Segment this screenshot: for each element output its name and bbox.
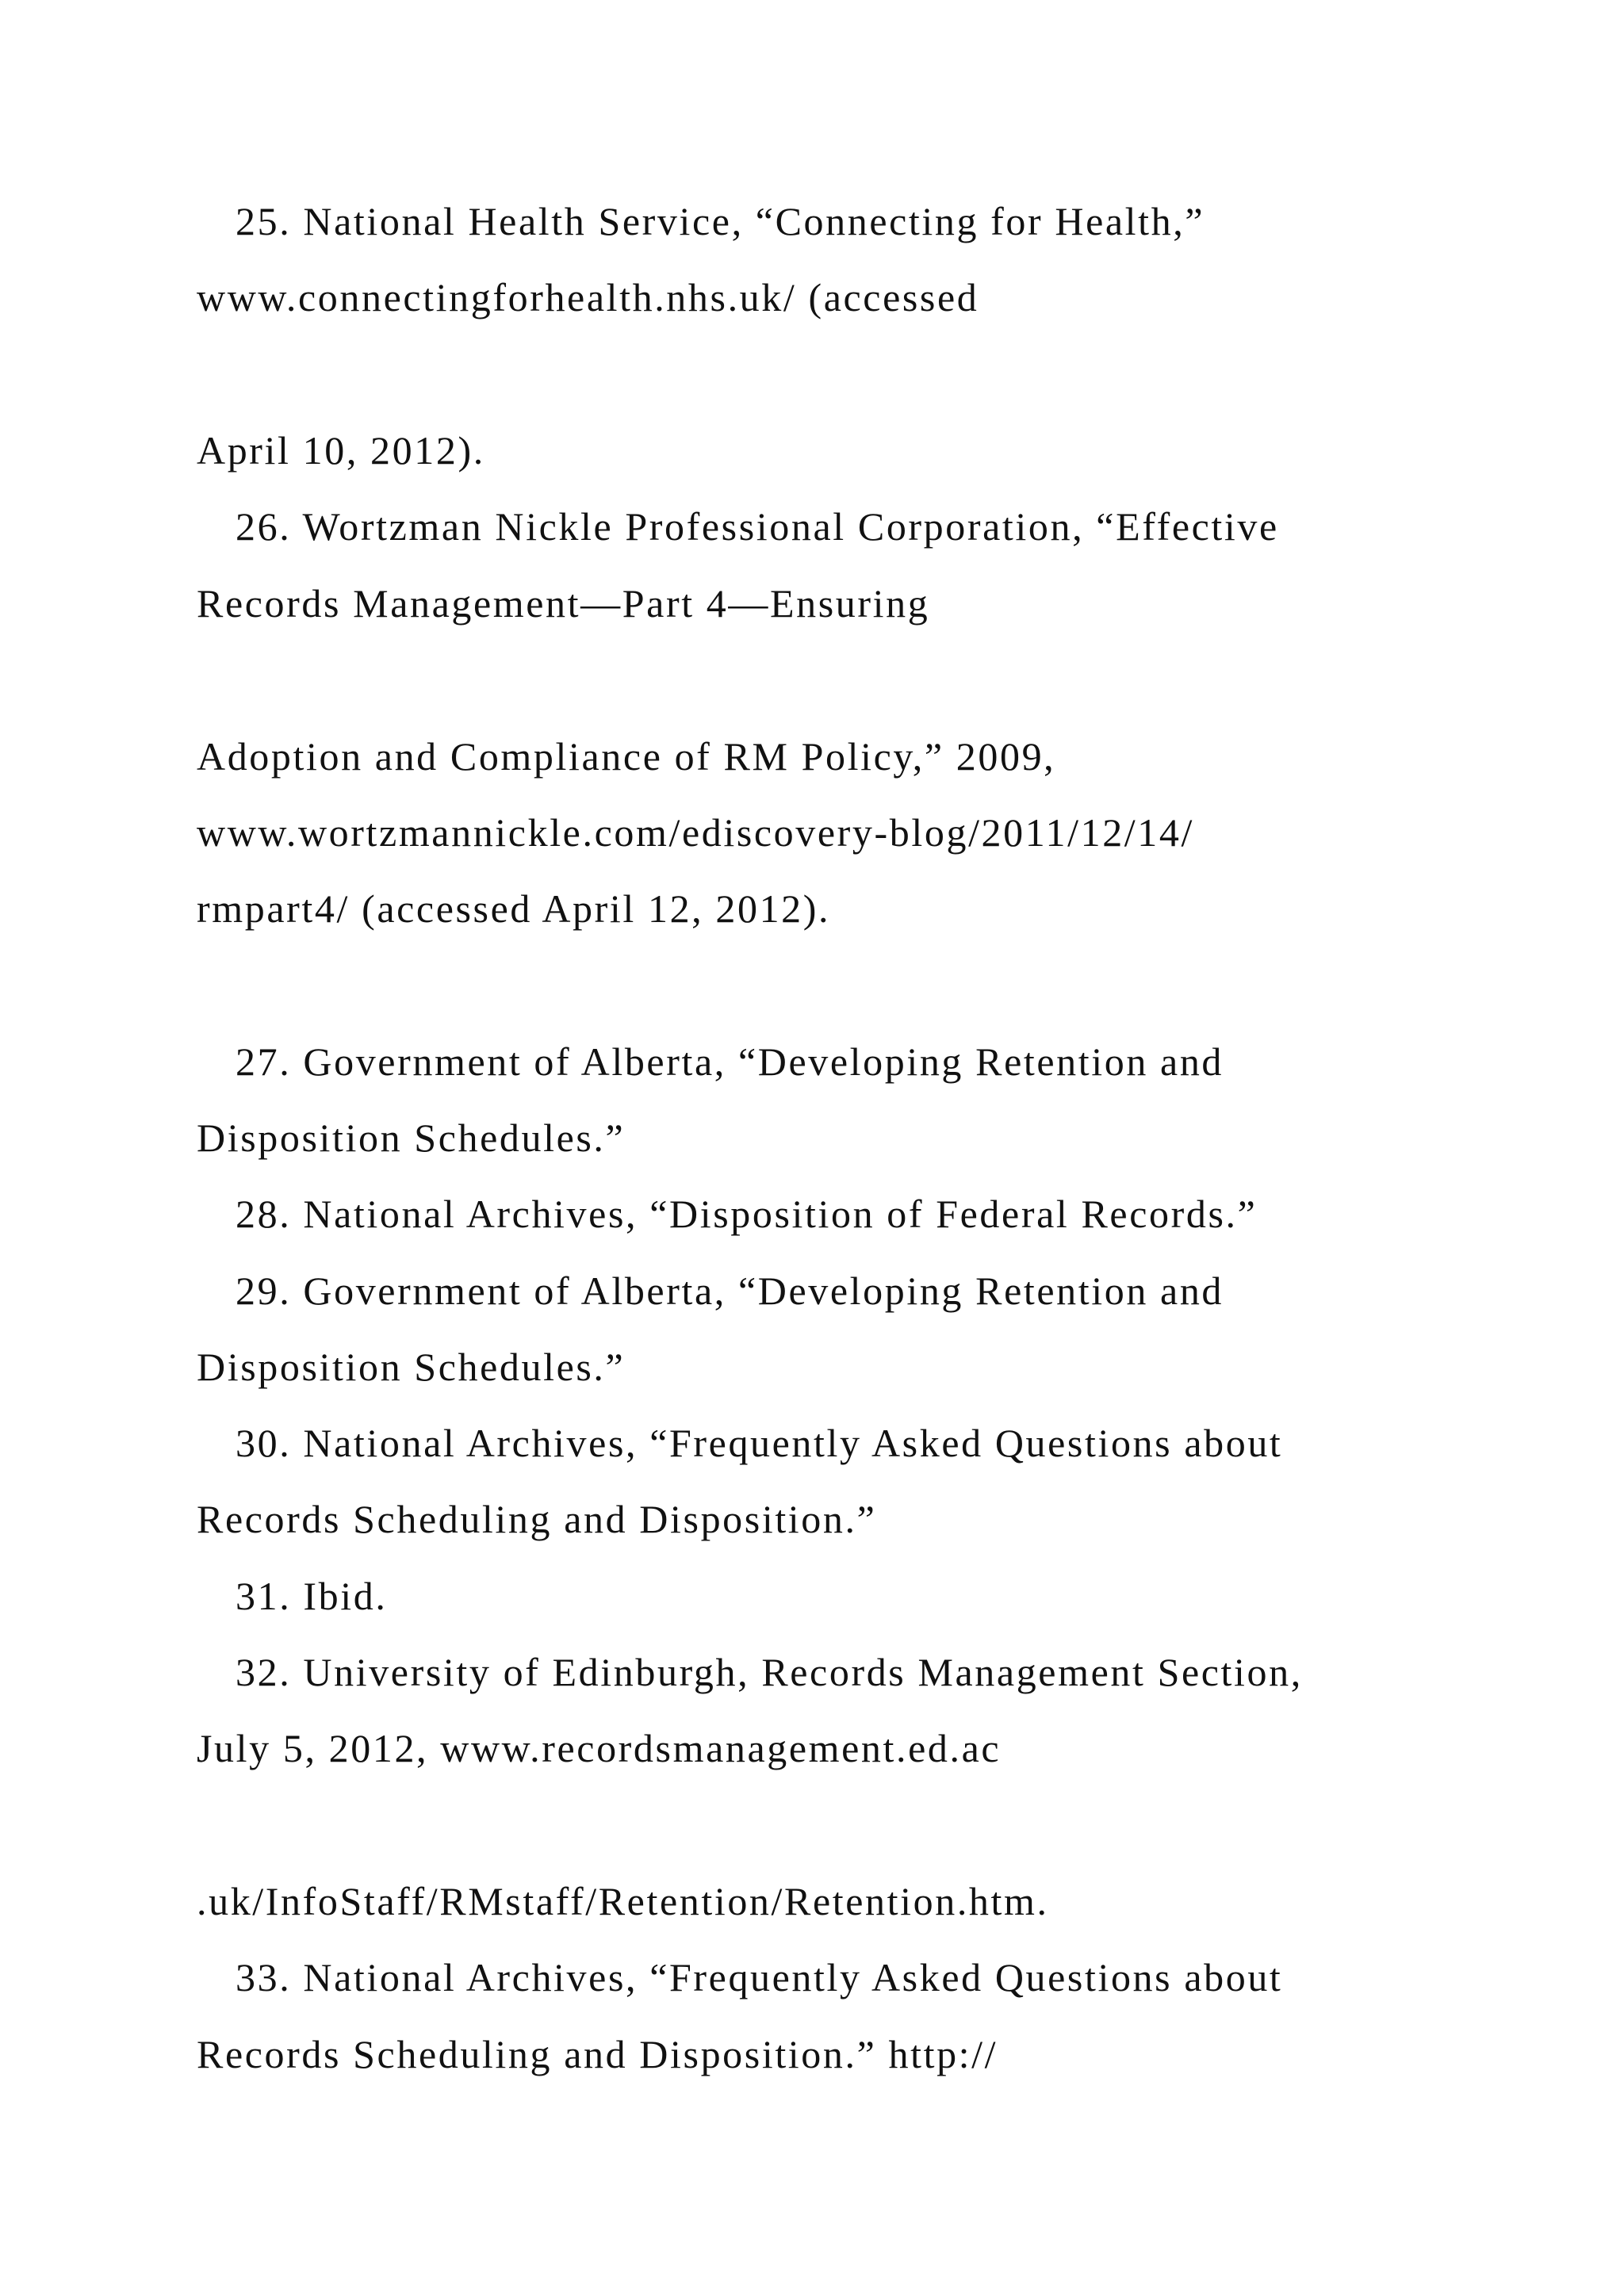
note-26-line-5: rmpart4/ (accessed April 12, 2012). (197, 886, 831, 931)
note-26-line-3: Adoption and Compliance of RM Policy,” 2009, (197, 734, 1056, 779)
note-28-line-1: 28. National Archives, “Disposition of Federal Records.” (236, 1192, 1258, 1236)
note-27-line-2: Disposition Schedules.” (197, 1115, 626, 1160)
note-32-line-1: 32. University of Edinburgh, Records Management Section, (236, 1650, 1303, 1694)
note-26-line-1: 26. Wortzman Nickle Professional Corporation, “Effective (236, 504, 1279, 549)
note-26-line-2: Records Management—Part 4—Ensuring (197, 581, 930, 626)
note-33-line-2: Records Scheduling and Disposition.” http:// (197, 2032, 998, 2076)
note-25-line-3: April 10, 2012). (197, 428, 485, 473)
note-25-line-2: www.connectingforhealth.nhs.uk/ (accessed (197, 275, 979, 320)
note-30-line-1: 30. National Archives, “Frequently Asked Questions about (236, 1421, 1283, 1465)
note-33-line-1: 33. National Archives, “Frequently Asked Questions about (236, 1955, 1283, 1999)
note-27-line-1: 27. Government of Alberta, “Developing Retention and (236, 1039, 1224, 1084)
note-31-line-1: 31. Ibid. (236, 1574, 388, 1618)
note-29-line-2: Disposition Schedules.” (197, 1345, 626, 1389)
note-30-line-2: Records Scheduling and Disposition.” (197, 1497, 877, 1541)
note-26-line-4: www.wortzmannickle.com/ediscovery-blog/2011/12/14/ (197, 810, 1194, 855)
note-32-line-2: July 5, 2012, www.recordsmanagement.ed.ac (197, 1726, 1002, 1770)
note-25-line-1: 25. National Health Service, “Connecting for Health,” (236, 199, 1205, 243)
note-29-line-1: 29. Government of Alberta, “Developing Retention and (236, 1269, 1224, 1313)
note-32-line-3: .uk/InfoStaff/RMstaff/Retention/Retention.htm. (197, 1879, 1049, 1923)
